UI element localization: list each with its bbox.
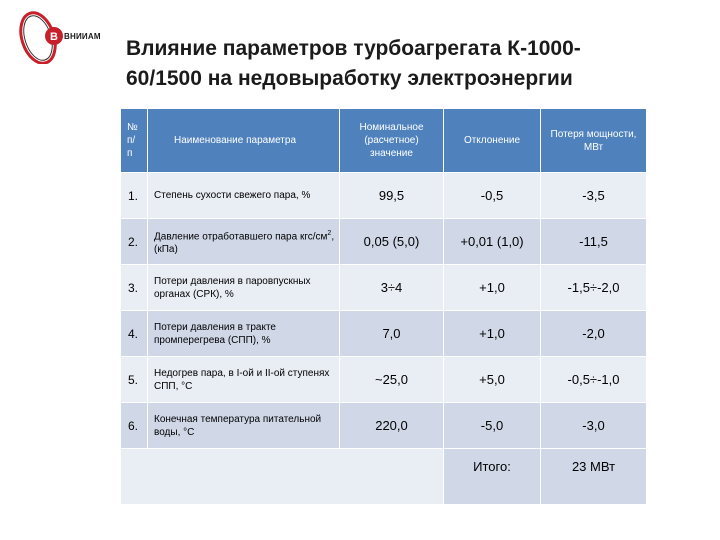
row-deviation: +1,0 — [444, 311, 541, 357]
row-deviation: -0,5 — [444, 173, 541, 219]
row-loss: -2,0 — [541, 311, 647, 357]
row-name — [148, 265, 340, 311]
row-name-text: Конечная температура питательной воды, °C — [154, 413, 322, 438]
header-loss: Потеря мощности, МВт — [541, 109, 647, 173]
row-name — [148, 219, 340, 265]
parameters-table — [120, 108, 647, 505]
table-row — [121, 403, 647, 449]
logo-text: ВНИИАМ — [64, 32, 101, 41]
row-deviation: +5,0 — [444, 357, 541, 403]
table-row — [121, 265, 647, 311]
row-deviation: +0,01 (1,0) — [444, 219, 541, 265]
row-name — [148, 357, 340, 403]
row-loss: -0,5÷-1,0 — [541, 357, 647, 403]
table-row — [121, 219, 647, 265]
row-name — [148, 403, 340, 449]
row-num: 4. — [121, 311, 148, 357]
header-num: № п/ п — [121, 109, 148, 173]
row-name-text: Степень сухости свежего пара, % — [154, 190, 311, 201]
row-num: 6. — [121, 403, 148, 449]
row-num: 3. — [121, 265, 148, 311]
total-value: 23 МВт — [541, 449, 647, 505]
row-nominal: 0,05 (5,0) — [340, 219, 444, 265]
row-name-text: Потери давления в паровпускных органах (СРК), % — [154, 275, 311, 300]
row-name-text: Давление отработавшего пара кгс/см — [154, 231, 328, 243]
row-loss: -11,5 — [541, 219, 647, 265]
row-name-text: Недогрев пара, в I-ой и II-ой ступенях СПП, °C — [154, 367, 330, 392]
row-nominal: ~25,0 — [340, 357, 444, 403]
row-name-suffix: , (кПа) — [154, 231, 335, 256]
row-nominal: 99,5 — [340, 173, 444, 219]
table-row — [121, 173, 647, 219]
logo — [10, 8, 100, 64]
header-nominal: Номинальное (расчетное) значение — [340, 109, 444, 173]
table-row — [121, 357, 647, 403]
svg-text:В: В — [50, 31, 58, 43]
row-name-text: Потери давления в тракте промперегрева (СПП), % — [154, 321, 276, 346]
total-label: Итого: — [444, 449, 541, 505]
row-num: 2. — [121, 219, 148, 265]
row-deviation: -5,0 — [444, 403, 541, 449]
row-num: 1. — [121, 173, 148, 219]
row-num: 5. — [121, 357, 148, 403]
row-loss: -3,5 — [541, 173, 647, 219]
row-name-superscript: 2 — [327, 229, 332, 237]
total-blank-cell — [121, 449, 444, 505]
row-name — [148, 311, 340, 357]
total-row — [121, 449, 647, 505]
page-title-line-2: 60/1500 на недовыработку электроэнергии — [126, 67, 573, 90]
header-name: Наименование параметра — [148, 109, 340, 173]
row-name — [148, 173, 340, 219]
row-deviation: +1,0 — [444, 265, 541, 311]
row-loss: -1,5÷-2,0 — [541, 265, 647, 311]
header-deviation: Отклонение — [444, 109, 541, 173]
row-nominal: 7,0 — [340, 311, 444, 357]
table-row — [121, 311, 647, 357]
row-nominal: 220,0 — [340, 403, 444, 449]
page-title-line-1: Влияние параметров турбоагрегата К-1000- — [126, 37, 581, 60]
row-loss: -3,0 — [541, 403, 647, 449]
row-nominal: 3÷4 — [340, 265, 444, 311]
table-header-row — [121, 109, 647, 173]
page-title — [126, 34, 686, 94]
